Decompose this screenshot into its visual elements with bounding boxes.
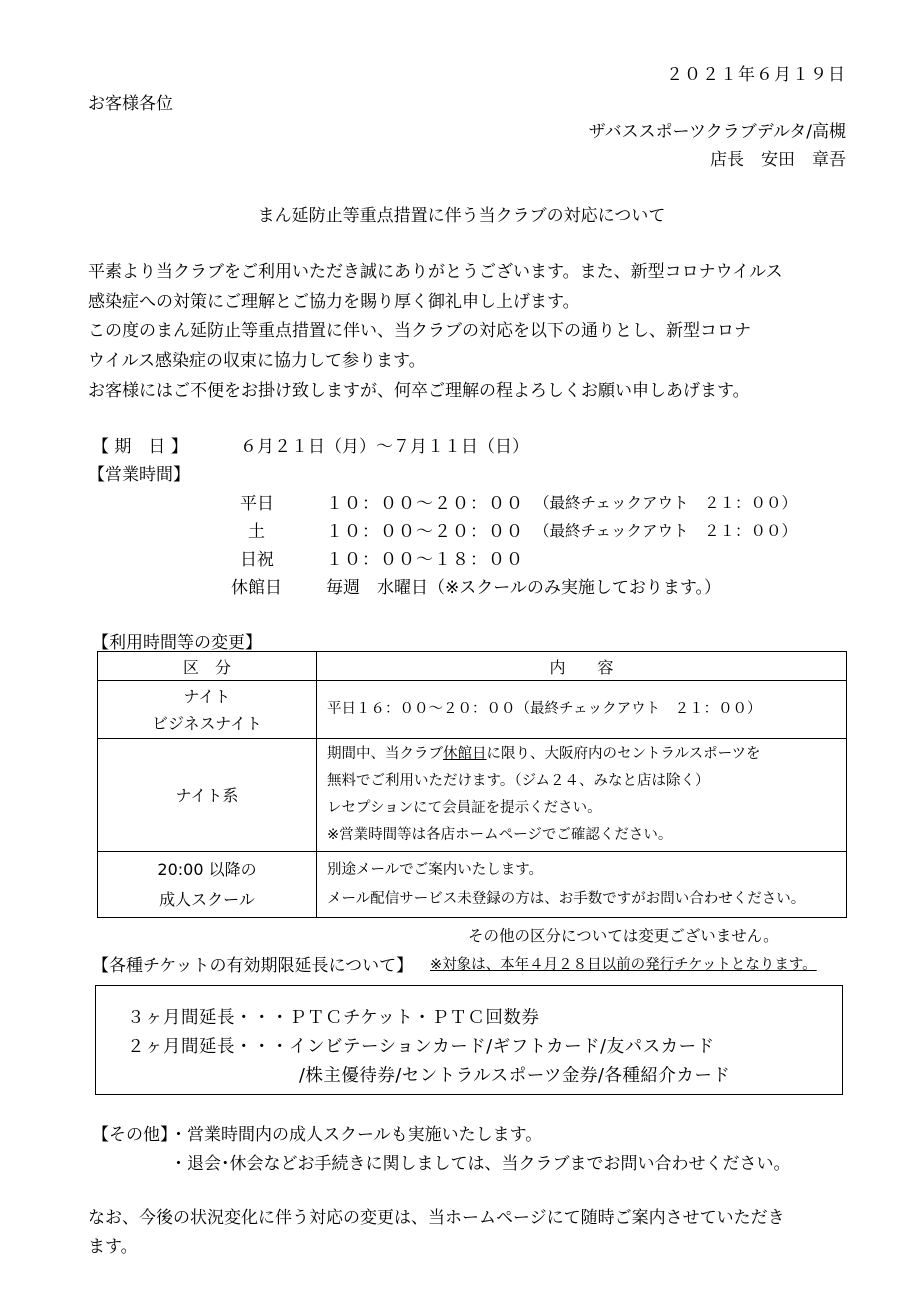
ticket-line: /株主優待券/セントラルスポーツ金券/各種紹介カード [299, 1066, 731, 1086]
hours-note: （最終チェックアウト ２１：００） [534, 522, 798, 540]
sender-organization: ザバススポーツクラブデルタ/高槻 [588, 122, 846, 142]
ticket-line: ２ヶ月間延長・・・インビテーションカード/ギフトカード/友パスカード [127, 1037, 715, 1057]
other-item: ・退会･休会などお手続きに関しましては、当クラブまでお問い合わせください。 [170, 1154, 791, 1174]
category-line: 成人スクール [159, 889, 255, 909]
content-line [327, 741, 846, 768]
intro-line: ウイルス感染症の収束に協力して参ります。 [88, 351, 426, 371]
content-line: レセプションにて会員証を提示ください。 [327, 800, 602, 816]
content-cell [317, 852, 847, 918]
other-label: 【その他】 [92, 1125, 177, 1145]
hours-time: １０：００～２０：００ [326, 522, 524, 542]
hours-day: 土 [248, 522, 265, 542]
hours-time: １０：００～２０：００ [326, 494, 524, 514]
sender-name: 店長 安田 章吾 [710, 150, 846, 170]
content-cell [317, 739, 847, 852]
document-date: ２０２１年６月１９日 [666, 65, 846, 85]
hours-day: 日祝 [240, 550, 274, 570]
closed-day-value: 毎週 水曜日（※スクールのみ実施しております。） [326, 578, 722, 598]
intro-line: この度のまん延防止等重点措置に伴い、当クラブの対応を以下の通りとし、新型コロナ [88, 321, 751, 341]
hours-label: 【営業時間】 [88, 465, 190, 485]
category-line: 20:00 以降の [157, 859, 257, 879]
hours-time: １０：００～１８：００ [326, 550, 524, 570]
usage-label: 【利用時間等の変更】 [92, 633, 262, 653]
content-line: メール配信サービス未登録の方は、お手数ですがお問い合わせください。 [327, 890, 806, 907]
content-fragment: 期間中、当クラブ [327, 746, 443, 762]
ticket-line: ３ヶ月間延長・・・ＰＴＣチケット・ＰＴＣ回数券 [127, 1008, 540, 1028]
closing-line: ます。 [88, 1237, 138, 1257]
tickets-box [95, 985, 843, 1095]
closed-day-label: 休館日 [231, 578, 282, 598]
table-header-row [98, 652, 847, 681]
content-line: ※営業時間等は各店ホームページでご確認ください。 [327, 827, 673, 843]
content-line: 別途メールでご案内いたします。 [327, 861, 544, 878]
table-row [98, 681, 847, 739]
category-line: ビジネスナイト [151, 713, 263, 733]
period-label: 【 期 日 】 [92, 437, 188, 457]
category-line: ナイト系 [175, 785, 239, 805]
recipient: お客様各位 [88, 94, 173, 114]
category-line: ナイト [183, 686, 231, 706]
table-row [98, 852, 847, 918]
category-cell [98, 739, 317, 852]
period-value: ６月２１日（月）～７月１１日（日） [240, 437, 529, 457]
intro-line: 感染症への対策にご理解とご協力を賜り厚く御礼申し上げます。 [88, 292, 580, 312]
document-title: まん延防止等重点措置に伴う当クラブの対応について [257, 206, 666, 226]
content-line: 無料でご利用いただけます。（ジム２４、みなと店は除く） [327, 773, 710, 789]
tickets-label: 【各種チケットの有効期限延長について】 [92, 956, 414, 976]
content-fragment: に限り、大阪府内のセントラルスポーツを [486, 746, 761, 762]
column-header: 内 容 [317, 652, 847, 681]
column-header: 区 分 [98, 652, 317, 681]
category-cell [98, 852, 317, 918]
content-cell [317, 681, 847, 739]
table-row [98, 739, 847, 852]
tickets-note: ※対象は、本年４月２８日以前の発行チケットとなります。 [430, 957, 817, 973]
other-item: ・営業時間内の成人スクールも実施いたします。 [170, 1125, 543, 1145]
hours-day: 平日 [240, 494, 274, 514]
intro-line: 平素より当クラブをご利用いただき誠にありがとうございます。また、新型コロナウイルス [88, 262, 783, 282]
usage-footnote: その他の区分については変更ございません。 [468, 927, 779, 945]
content-fragment: 休館日 [443, 746, 487, 762]
intro-line: お客様にはご不便をお掛け致しますが、何卒ご理解の程よろしくお願い申しあげます。 [88, 381, 750, 401]
closing-line: なお、今後の状況変化に伴う対応の変更は、当ホームページにて随時ご案内させていただき [88, 1208, 785, 1228]
content-line: 平日１６：００～２０：００（最終チェックアウト ２１：００） [327, 701, 762, 717]
hours-note: （最終チェックアウト ２１：００） [534, 494, 798, 512]
usage-table [97, 651, 847, 918]
category-cell [98, 681, 317, 739]
